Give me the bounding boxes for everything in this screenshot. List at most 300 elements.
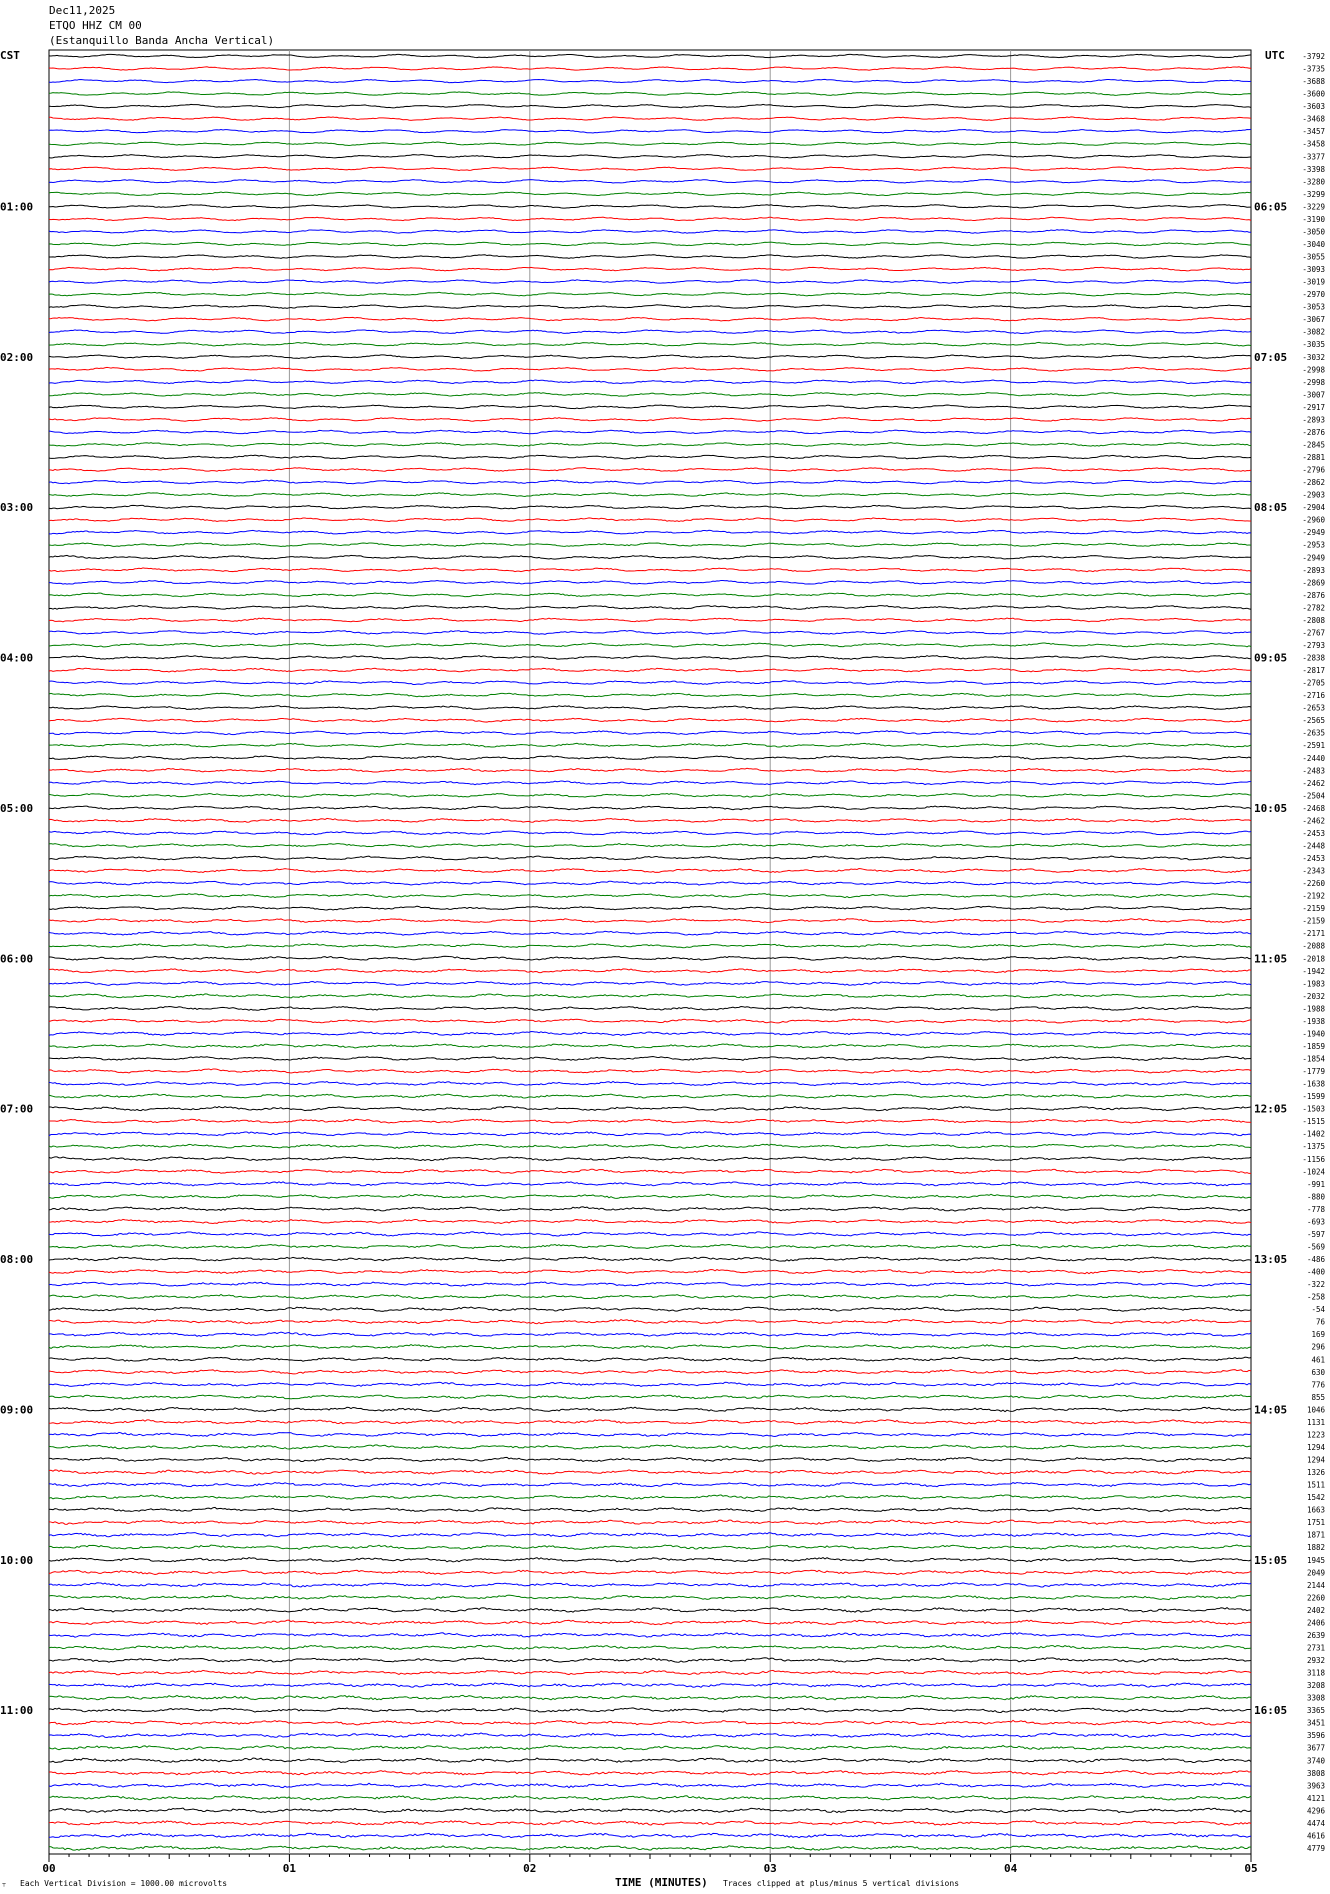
trace-offset-label: 76 — [1315, 1317, 1325, 1327]
trace-offset-label: 1542 — [1306, 1493, 1325, 1503]
trace-line — [49, 906, 1251, 910]
trace-offset-label: -2960 — [1302, 515, 1325, 525]
trace-line — [49, 1482, 1251, 1486]
trace-offset-label: -1599 — [1302, 1092, 1325, 1102]
trace-offset-label: -2949 — [1302, 553, 1325, 563]
trace-line — [49, 1081, 1251, 1085]
trace-line — [49, 844, 1251, 848]
trace-line — [49, 756, 1251, 760]
trace-line — [49, 706, 1251, 710]
trace-offset-label: -2782 — [1302, 603, 1325, 613]
x-tick-label: 00 — [42, 1862, 56, 1875]
trace-offset-label: 461 — [1311, 1355, 1325, 1365]
trace-line — [49, 1307, 1251, 1311]
trace-line — [49, 493, 1251, 497]
trace-line — [49, 129, 1251, 133]
trace-line — [49, 1345, 1251, 1349]
trace-line — [49, 355, 1251, 359]
trace-line — [49, 869, 1251, 873]
trace-line — [49, 681, 1251, 685]
trace-offset-label: -258 — [1306, 1292, 1325, 1302]
trace-line — [49, 1783, 1251, 1788]
trace-line — [49, 1683, 1251, 1687]
trace-line — [49, 806, 1251, 810]
trace-offset-label: -2192 — [1302, 891, 1325, 901]
trace-line — [49, 217, 1251, 220]
trace-line — [49, 292, 1251, 296]
trace-line — [49, 994, 1251, 998]
trace-line — [49, 1658, 1251, 1663]
trace-offset-label: -880 — [1306, 1192, 1325, 1202]
trace-line — [49, 1708, 1251, 1713]
trace-line — [49, 1207, 1251, 1211]
trace-line — [49, 1232, 1251, 1236]
trace-offset-label: 3118 — [1306, 1668, 1325, 1678]
trace-offset-label: -991 — [1306, 1179, 1325, 1189]
trace-line — [49, 919, 1251, 923]
trace-offset-label: -1942 — [1302, 966, 1325, 976]
trace-line — [49, 1495, 1251, 1499]
trace-line — [49, 418, 1251, 422]
trace-offset-label: -3280 — [1302, 177, 1325, 187]
trace-offset-label: 3963 — [1306, 1781, 1325, 1791]
trace-offset-label: -2881 — [1302, 453, 1325, 463]
trace-offset-label: -778 — [1306, 1204, 1325, 1214]
trace-line — [49, 1332, 1251, 1336]
trace-offset-label: -2716 — [1302, 691, 1325, 701]
trace-offset-label: -2808 — [1302, 615, 1325, 625]
trace-line — [49, 1382, 1251, 1386]
trace-offset-label: -2970 — [1302, 290, 1325, 300]
trace-offset-label: 3596 — [1306, 1731, 1325, 1741]
right-timezone-label: UTC — [1265, 49, 1285, 62]
trace-line — [49, 969, 1251, 973]
trace-offset-label: -3600 — [1302, 89, 1325, 99]
trace-line — [49, 255, 1251, 259]
trace-line — [49, 981, 1251, 985]
trace-offset-label: 1046 — [1306, 1405, 1325, 1415]
hour-label-right: 06:05 — [1254, 200, 1288, 214]
trace-line — [49, 280, 1251, 284]
trace-offset-label: -1024 — [1302, 1167, 1325, 1177]
trace-offset-label: 4474 — [1306, 1818, 1325, 1828]
trace-offset-label: 3740 — [1306, 1756, 1325, 1766]
trace-layer — [49, 54, 1251, 1850]
trace-offset-label: -2018 — [1302, 954, 1325, 964]
trace-offset-label: -1503 — [1302, 1104, 1325, 1114]
trace-line — [49, 668, 1251, 672]
trace-line — [49, 167, 1251, 170]
trace-offset-label: -3190 — [1302, 214, 1325, 224]
trace-line — [49, 1645, 1251, 1649]
trace-offset-label: -1988 — [1302, 1004, 1325, 1014]
trace-line — [49, 618, 1251, 622]
trace-offset-label: -3735 — [1302, 64, 1325, 74]
trace-offset-label: -2917 — [1302, 402, 1325, 412]
trace-offset-label: 3365 — [1306, 1706, 1325, 1716]
trace-offset-label: -1983 — [1302, 979, 1325, 989]
trace-offset-label: -3229 — [1302, 202, 1325, 212]
trace-line — [49, 1069, 1251, 1073]
trace-line — [49, 67, 1251, 70]
trace-offset-label: 1294 — [1306, 1455, 1325, 1465]
trace-line — [49, 768, 1251, 772]
trace-line — [49, 656, 1251, 660]
trace-line — [49, 1044, 1251, 1048]
trace-line — [49, 1395, 1251, 1399]
trace-line — [49, 1733, 1251, 1738]
hour-label-right: 13:05 — [1254, 1253, 1288, 1267]
trace-offset-label: -2904 — [1302, 503, 1325, 513]
hour-label-left: 01:00 — [0, 200, 34, 214]
hour-label-right: 12:05 — [1254, 1102, 1288, 1116]
trace-line — [49, 605, 1251, 609]
trace-offset-label: -2159 — [1302, 904, 1325, 914]
trace-offset-label: -2845 — [1302, 440, 1325, 450]
trace-line — [49, 1019, 1251, 1023]
trace-offset-label: -1779 — [1302, 1067, 1325, 1077]
x-axis — [42, 1854, 1257, 1875]
trace-offset-label: 2144 — [1306, 1580, 1325, 1590]
trace-offset-label: -2453 — [1302, 828, 1325, 838]
trace-offset-label: -3398 — [1302, 164, 1325, 174]
hour-label-left: 10:00 — [0, 1553, 34, 1567]
trace-line — [49, 743, 1251, 747]
trace-offset-label: 4616 — [1306, 1831, 1325, 1841]
hour-label-left: 08:00 — [0, 1253, 34, 1267]
trace-offset-label: 4779 — [1306, 1844, 1325, 1853]
trace-offset-label: 1882 — [1306, 1543, 1325, 1553]
trace-line — [49, 1320, 1251, 1324]
trace-offset-label: -597 — [1306, 1229, 1325, 1239]
trace-line — [49, 1294, 1251, 1298]
trace-line — [49, 342, 1251, 346]
trace-line — [49, 430, 1251, 434]
hour-label-left: 05:00 — [0, 801, 34, 815]
grid-layer — [49, 50, 1251, 1854]
trace-offset-label: -1375 — [1302, 1142, 1325, 1152]
trace-line — [49, 1758, 1251, 1763]
trace-offset-label: -322 — [1306, 1280, 1325, 1290]
trace-line — [49, 468, 1251, 472]
trace-offset-label: -3050 — [1302, 227, 1325, 237]
trace-line — [49, 1583, 1251, 1587]
trace-line — [49, 393, 1251, 397]
trace-offset-label: -1940 — [1302, 1029, 1325, 1039]
trace-offset-label: -3688 — [1302, 77, 1325, 87]
trace-line — [49, 1796, 1251, 1801]
trace-line — [49, 568, 1251, 572]
trace-offset-label: 2731 — [1306, 1643, 1325, 1653]
trace-line — [49, 1620, 1251, 1625]
trace-line — [49, 1031, 1251, 1035]
trace-line — [49, 894, 1251, 898]
trace-offset-label: -3055 — [1302, 252, 1325, 262]
trace-line — [49, 79, 1251, 82]
trace-offset-label: -2159 — [1302, 916, 1325, 926]
trace-line — [49, 718, 1251, 722]
trace-line — [49, 1633, 1251, 1637]
trace-line — [49, 555, 1251, 559]
trace-line — [49, 1432, 1251, 1436]
trace-offset-label: -2838 — [1302, 653, 1325, 663]
trace-line — [49, 142, 1251, 146]
trace-offset-label: -400 — [1306, 1267, 1325, 1277]
header-date: Dec11,2025 — [49, 4, 116, 17]
trace-offset-label: 2639 — [1306, 1630, 1325, 1640]
trace-line — [49, 1407, 1251, 1411]
trace-line — [49, 92, 1251, 96]
trace-line — [49, 643, 1251, 647]
trace-line — [49, 1370, 1251, 1374]
trace-offset-label: -2862 — [1302, 478, 1325, 488]
trace-line — [49, 1746, 1251, 1751]
trace-offset-label: -1854 — [1302, 1054, 1325, 1064]
trace-offset-label: -2088 — [1302, 941, 1325, 951]
trace-line — [49, 593, 1251, 597]
trace-offset-label: -3792 — [1302, 52, 1325, 61]
hour-label-left: 11:00 — [0, 1704, 34, 1718]
trace-offset-label: -3053 — [1302, 302, 1325, 312]
trace-offset-label: 2260 — [1306, 1593, 1325, 1603]
trace-offset-label: -2653 — [1302, 703, 1325, 713]
trace-line — [49, 956, 1251, 960]
trace-line — [49, 518, 1251, 522]
trace-line — [49, 881, 1251, 885]
trace-offset-label: 3208 — [1306, 1681, 1325, 1691]
trace-offset-label: -2998 — [1302, 365, 1325, 375]
trace-line — [49, 1420, 1251, 1424]
trace-offset-label: 3808 — [1306, 1768, 1325, 1778]
trace-offset-label: 2049 — [1306, 1568, 1325, 1578]
trace-line — [49, 1257, 1251, 1261]
trace-offset-label: -2876 — [1302, 590, 1325, 600]
trace-line — [49, 1094, 1251, 1098]
trace-offset-label: 630 — [1311, 1367, 1325, 1377]
trace-offset-label: -2504 — [1302, 791, 1325, 801]
trace-offset-label: 1223 — [1306, 1430, 1325, 1440]
trace-offset-label: -3007 — [1302, 390, 1325, 400]
trace-offset-label: 2932 — [1306, 1656, 1325, 1666]
trace-offset-label: -2903 — [1302, 490, 1325, 500]
trace-offset-label: 1871 — [1306, 1530, 1325, 1540]
trace-line — [49, 1808, 1251, 1812]
hour-label-right: 11:05 — [1254, 952, 1288, 966]
trace-offset-label: -2893 — [1302, 415, 1325, 425]
trace-offset-label: -2591 — [1302, 741, 1325, 751]
trace-offset-label: 855 — [1311, 1392, 1325, 1402]
trace-line — [49, 1846, 1251, 1851]
clip-note: Traces clipped at plus/minus 5 vertical divisions — [723, 1879, 960, 1888]
hour-label-right: 10:05 — [1254, 801, 1288, 815]
trace-line — [49, 1570, 1251, 1574]
trace-offset-label: -3603 — [1302, 102, 1325, 112]
trace-offset-label: -2483 — [1302, 766, 1325, 776]
trace-line — [49, 480, 1251, 484]
trace-offset-label: -693 — [1306, 1217, 1325, 1227]
trace-line — [49, 455, 1251, 459]
trace-line — [49, 731, 1251, 735]
trace-line — [49, 693, 1251, 697]
header-station: ETQO HHZ CM 00 — [49, 19, 142, 32]
trace-line — [49, 242, 1251, 246]
trace-offset-label: -54 — [1311, 1305, 1325, 1315]
trace-offset-label: -3377 — [1302, 152, 1325, 162]
hour-label-left: 07:00 — [0, 1102, 34, 1116]
trace-offset-label: -2893 — [1302, 565, 1325, 575]
trace-line — [49, 1119, 1251, 1123]
hour-label-right: 09:05 — [1254, 651, 1288, 665]
trace-line — [49, 1595, 1251, 1599]
trace-line — [49, 1182, 1251, 1186]
trace-offset-label: -1638 — [1302, 1079, 1325, 1089]
trace-offset-label: 1326 — [1306, 1468, 1325, 1478]
trace-line — [49, 117, 1251, 120]
trace-offset-label: -2260 — [1302, 879, 1325, 889]
trace-line — [49, 443, 1251, 447]
trace-offset-label: -2949 — [1302, 528, 1325, 538]
trace-offset-label: 1131 — [1306, 1417, 1325, 1427]
trace-offset-label: -2453 — [1302, 854, 1325, 864]
trace-line — [49, 54, 1251, 57]
trace-offset-label: -2440 — [1302, 753, 1325, 763]
trace-line — [49, 1445, 1251, 1449]
trace-line — [49, 1558, 1251, 1562]
trace-offset-label: -2793 — [1302, 640, 1325, 650]
hour-label-right: 08:05 — [1254, 501, 1288, 515]
trace-line — [49, 1056, 1251, 1060]
trace-offset-label: 3451 — [1306, 1718, 1325, 1728]
trace-offset-label: -3468 — [1302, 114, 1325, 124]
trace-offset-label: -2462 — [1302, 778, 1325, 788]
trace-line — [49, 205, 1251, 209]
trace-line — [49, 1144, 1251, 1148]
trace-line — [49, 1244, 1251, 1248]
trace-line — [49, 1771, 1251, 1776]
trace-line — [49, 267, 1251, 270]
trace-offset-label: 776 — [1311, 1380, 1325, 1390]
trace-line — [49, 580, 1251, 584]
trace-line — [49, 1533, 1251, 1537]
trace-offset-label: -2635 — [1302, 728, 1325, 738]
trace-offset-label: -2565 — [1302, 716, 1325, 726]
hour-label-right: 07:05 — [1254, 350, 1288, 364]
trace-line — [49, 330, 1251, 334]
trace-offset-label: 296 — [1311, 1342, 1325, 1352]
trace-offset-label: -1515 — [1302, 1117, 1325, 1127]
trace-line — [49, 1282, 1251, 1286]
trace-offset-label: -3067 — [1302, 315, 1325, 325]
hour-label-left: 06:00 — [0, 952, 34, 966]
trace-offset-label: -3458 — [1302, 139, 1325, 149]
trace-line — [49, 380, 1251, 384]
trace-line — [49, 1194, 1251, 1198]
trace-offset-label: -2817 — [1302, 666, 1325, 676]
trace-line — [49, 631, 1251, 635]
trace-offset-label: -3082 — [1302, 327, 1325, 337]
trace-line — [49, 818, 1251, 822]
trace-line — [49, 1219, 1251, 1223]
trace-line — [49, 1545, 1251, 1550]
trace-line — [49, 1357, 1251, 1361]
x-tick-label: 05 — [1244, 1862, 1258, 1875]
trace-line — [49, 505, 1251, 509]
trace-offset-label: 4296 — [1306, 1806, 1325, 1816]
trace-offset-label: 4121 — [1306, 1793, 1325, 1803]
trace-line — [49, 1270, 1251, 1274]
trace-offset-label: -3093 — [1302, 265, 1325, 275]
trace-offset-label: -569 — [1306, 1242, 1325, 1252]
trace-line — [49, 1157, 1251, 1161]
trace-line — [49, 1833, 1251, 1837]
trace-offset-label: -1938 — [1302, 1016, 1325, 1026]
trace-line — [49, 931, 1251, 935]
trace-line — [49, 530, 1251, 534]
trace-line — [49, 317, 1251, 321]
x-tick-label: 04 — [1003, 1862, 1018, 1875]
hour-label-right: 16:05 — [1254, 1704, 1288, 1718]
trace-line — [49, 1670, 1251, 1674]
trace-line — [49, 1520, 1251, 1524]
x-tick-label: 03 — [763, 1862, 777, 1875]
trace-offset-label: -2767 — [1302, 628, 1325, 638]
trace-offset-label: -3040 — [1302, 239, 1325, 249]
trace-line — [49, 104, 1251, 108]
trace-offset-label: 1511 — [1306, 1480, 1325, 1490]
trace-offset-label: -3032 — [1302, 352, 1325, 362]
trace-line — [49, 180, 1251, 184]
trace-offset-label: 2406 — [1306, 1618, 1325, 1628]
trace-line — [49, 1169, 1251, 1173]
trace-line — [49, 1695, 1251, 1700]
trace-offset-label: 3308 — [1306, 1693, 1325, 1703]
trace-offset-label: -2796 — [1302, 465, 1325, 475]
trace-line — [49, 794, 1251, 798]
trace-line — [49, 1006, 1251, 1010]
trace-offset-label: 169 — [1311, 1330, 1325, 1340]
trace-offset-label: -2462 — [1302, 816, 1325, 826]
trace-offset-label: -1402 — [1302, 1129, 1325, 1139]
trace-offset-label: -1156 — [1302, 1154, 1325, 1164]
trace-offset-label: -2343 — [1302, 866, 1325, 876]
trace-offset-label: -2171 — [1302, 929, 1325, 939]
left-timezone-label: CST — [0, 49, 20, 62]
trace-offset-label: -1859 — [1302, 1041, 1325, 1051]
trace-offset-label: 3677 — [1306, 1743, 1325, 1753]
trace-offset-label: 2402 — [1306, 1605, 1325, 1615]
trace-offset-label: -3035 — [1302, 340, 1325, 350]
trace-offset-label: -2468 — [1302, 803, 1325, 813]
trace-offset-label: 1663 — [1306, 1505, 1325, 1515]
trace-line — [49, 155, 1251, 159]
trace-line — [49, 1107, 1251, 1111]
x-axis-title: TIME (MINUTES) — [615, 1876, 708, 1889]
trace-offset-label: -2032 — [1302, 991, 1325, 1001]
trace-line — [49, 305, 1251, 309]
trace-line — [49, 367, 1251, 371]
x-tick-label: 01 — [282, 1862, 297, 1875]
trace-line — [49, 230, 1251, 234]
x-tick-label: 02 — [523, 1862, 537, 1875]
hour-label-right: 15:05 — [1254, 1553, 1288, 1567]
hour-label-left: 02:00 — [0, 350, 34, 364]
trace-line — [49, 781, 1251, 785]
trace-offset-label: 1751 — [1306, 1518, 1325, 1528]
trace-offset-label: -3019 — [1302, 277, 1325, 287]
trace-line — [49, 1132, 1251, 1136]
trace-offset-label: -2876 — [1302, 427, 1325, 437]
hour-label-left: 04:00 — [0, 651, 34, 665]
